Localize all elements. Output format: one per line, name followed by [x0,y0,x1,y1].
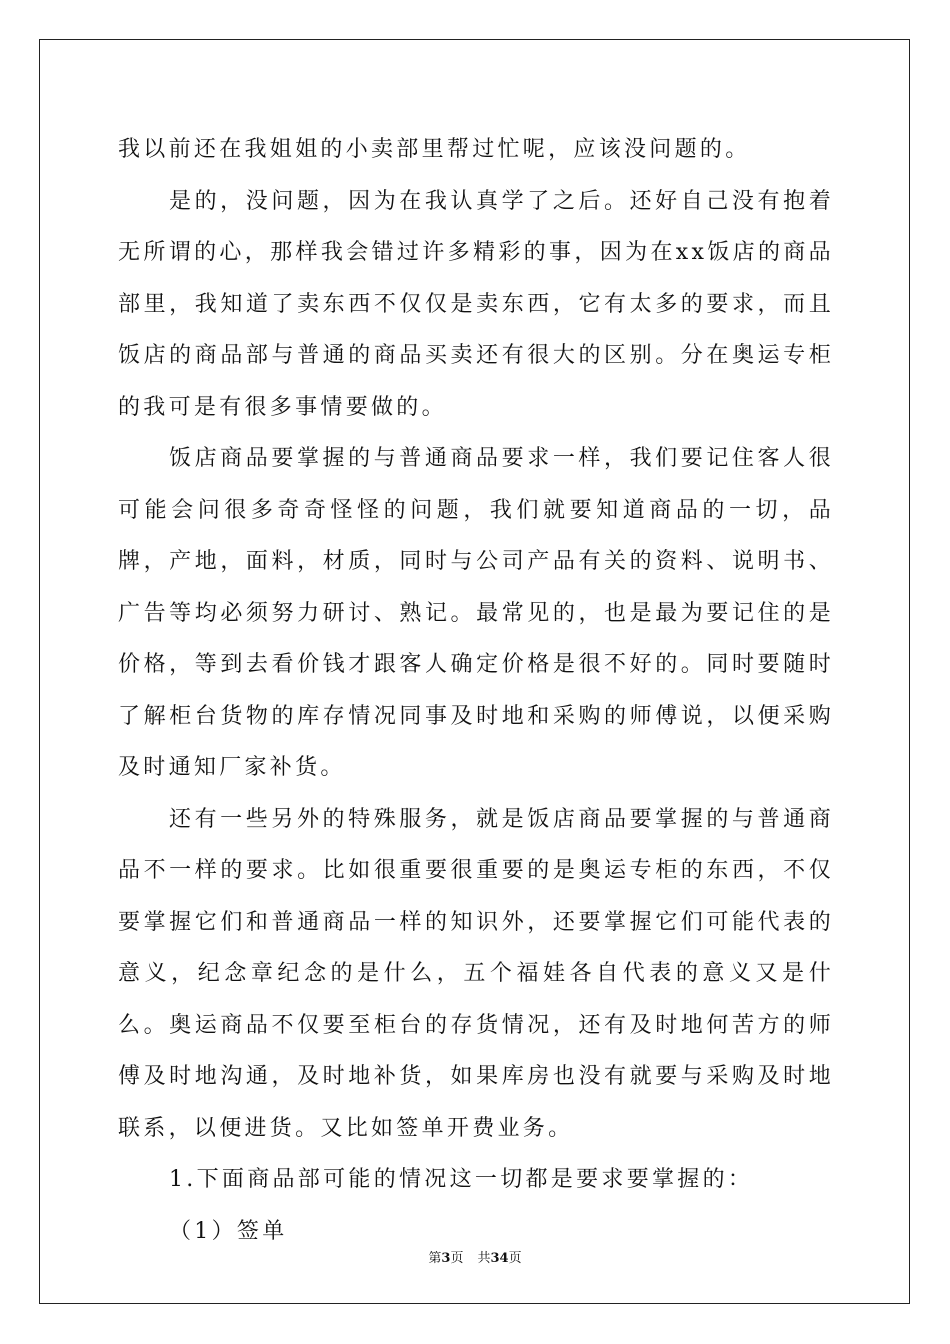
document-body [118,124,834,1257]
paragraph-3: 饭店商品要掌握的与普通商品要求一样，我们要记住客人很可能会问很多奇奇怪怪的问题，我们就要知道商品的一切，品牌，产地，面料，材质，同时与公司产品有关的资料、说明书、广告等均必须努力研讨、熟记。最常见的，也是最为要记住的是价格，等到去看价钱才跟客人确定价格是很不好的。同时要随时了解柜台货物的库存情况同事及时地和采购的师傅说，以便采购及时通知厂家补货。 [118,446,834,780]
total-suffix: 页 [508,1251,522,1266]
paragraph-6-list-item: （1）签单 [169,1218,288,1244]
paragraph-2: 是的，没问题，因为在我认真学了之后。还好自己没有抱着无所谓的心，那样我会错过许多精彩的事，因为在xx饭店的商品部里，我知道了卖东西不仅仅是卖东西，它有太多的要求，而且饭店的商品部与普通的商品买卖还有很大的区别。分在奥运专柜的我可是有很多事情要做的。 [118,188,834,420]
page-footer [0,1247,950,1266]
total-prefix: 共 [477,1251,491,1266]
page-prefix: 第 [428,1251,442,1266]
page-suffix: 页 [450,1251,464,1266]
page-number: 3 [441,1251,451,1266]
paragraph-5-list-heading: 1.下面商品部可能的情况这一切都是要求要掌握的： [169,1167,754,1192]
total-pages: 34 [490,1251,509,1266]
paragraph-1: 我以前还在我姐姐的小卖部里帮过忙呢，应该没问题的。 [118,137,751,162]
paragraph-4: 还有一些另外的特殊服务，就是饭店商品要掌握的与普通商品不一样的要求。比如很重要很重要的是奥运专柜的东西，不仅要掌握它们和普通商品一样的知识外，还要掌握它们可能代表的意义，纪念章纪念的是什么，五个福娃各自代表的意义又是什么。奥运商品不仅要至柜台的存货情况，还有及时地何苦方的师傅及时地沟通，及时地补货，如果库房也没有就要与采购及时地联系，以便进货。又比如签单开费业务。 [118,806,834,1141]
